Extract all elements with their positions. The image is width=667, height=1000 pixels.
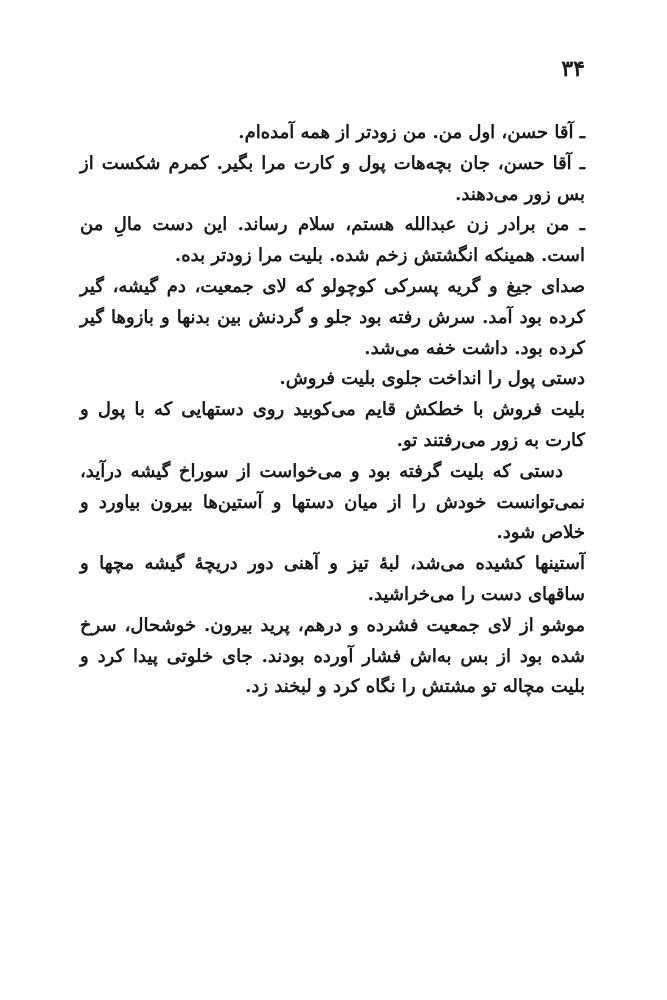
page-number: ۳۴	[561, 56, 585, 82]
paragraph-9: موشو از لای جمعیت فشرده و درهم، پرید بیرون. خوشحال، سرخ شده بود از بس به‌اش فشار آورده بودند. جای خلوتی پیدا کرد و بلیت مچاله تو مشتش را نگاه کرد و لبخند زد.	[80, 614, 585, 698]
paragraph-6: بلیت فروش با خطکش قایم می‌کوبید روی دستهایی که با پول و کارت به زور می‌رفتند تو.	[80, 399, 585, 451]
paragraph-3: ـ من برادر زن عبدالله هستم، سلام رساند. این دست مالِ من است. همینکه انگشتش زخم شده. بلیت مرا زودتر بده.	[80, 214, 585, 267]
paragraph-5: دستی پول را انداخت جلوی بلیت فروش.	[279, 368, 585, 390]
paragraph-8: آستینها کشیده می‌شد، لبهٔ تیز و آهنی دور دریچهٔ گیشه مچها و ساقهای دست را می‌خراشید.	[80, 553, 585, 605]
paragraph-1: ـ آقا حسن، اول من. من زودتر از همه آمده‌ام.	[238, 122, 585, 143]
paragraph-7: دستی که بلیت گرفته بود و می‌خواست از سوراخ گیشه درآید، نمی‌توانست خودش را از میان دستها و آستین‌ها بیرون بیاورد و خلاص شود.	[80, 460, 585, 544]
paragraph-4: صدای جیغ و گریه پسرکی کوچولو که لای جمعیت، دم گیشه، گیر کرده بود آمد. سرش رفته بود جلو و گردنش بین بدنها و بازوها گیر کرده بود. داشت خفه می‌شد.	[80, 275, 585, 359]
body-text	[80, 118, 585, 703]
paragraph-2: ـ آقا حسن، جان بچه‌هات پول و کارت مرا بگیر. کمرم شکست از بس زور می‌دهند.	[80, 152, 585, 205]
